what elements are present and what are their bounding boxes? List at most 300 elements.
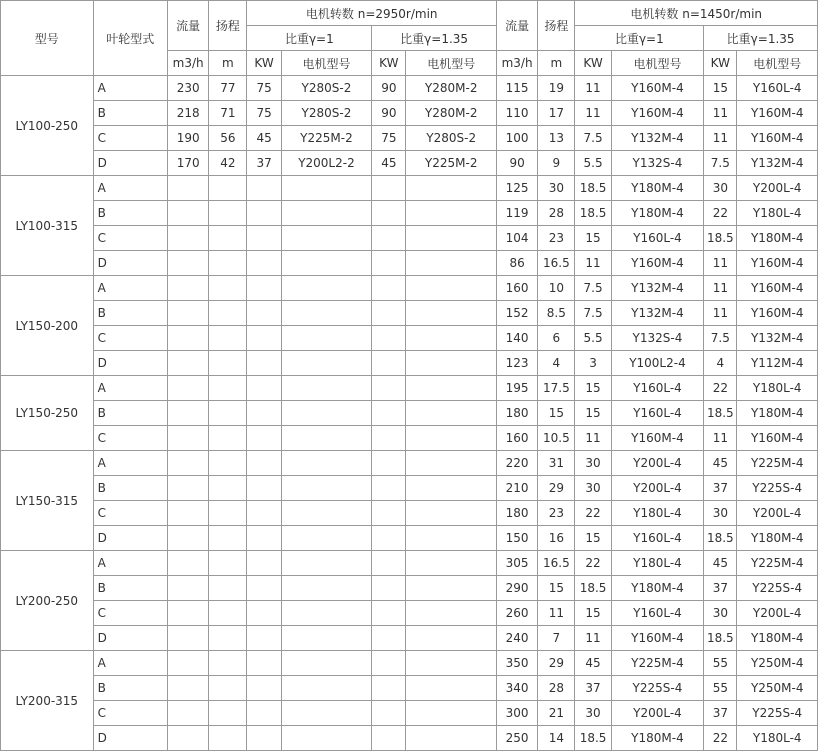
cell-head-low: 10 (538, 276, 575, 301)
table-row (1, 626, 818, 651)
table-row (1, 576, 818, 601)
cell-head-low: 29 (538, 651, 575, 676)
cell-impeller-type: D (93, 351, 167, 376)
cell-kw-low-ratio135: 55 (704, 651, 737, 676)
cell-impeller-type: D (93, 251, 167, 276)
table-row (1, 526, 818, 551)
cell-motor-low-ratio1: Y180M-4 (611, 176, 704, 201)
cell-head-high (209, 451, 247, 476)
cell-motor-high-ratio1 (281, 301, 372, 326)
model-cell: LY150-315 (1, 451, 94, 551)
table-row (1, 451, 818, 476)
cell-kw-high-ratio135 (372, 251, 406, 276)
cell-motor-high-ratio135 (406, 726, 497, 751)
cell-head-low: 13 (538, 126, 575, 151)
model-cell: LY200-250 (1, 551, 94, 651)
cell-kw-high-ratio1 (247, 551, 281, 576)
cell-motor-high-ratio1 (281, 601, 372, 626)
cell-kw-high-ratio135 (372, 501, 406, 526)
cell-kw-high-ratio1 (247, 626, 281, 651)
cell-kw-low-ratio135: 45 (704, 451, 737, 476)
cell-head-high: 56 (209, 126, 247, 151)
cell-flow-low: 160 (496, 276, 537, 301)
col-header-speed-2950: 电机转数 n=2950r/min (247, 1, 497, 26)
table-row (1, 276, 818, 301)
cell-motor-low-ratio135: Y160M-4 (737, 251, 818, 276)
cell-motor-high-ratio135 (406, 426, 497, 451)
cell-kw-low-ratio135: 30 (704, 501, 737, 526)
cell-kw-low-ratio135: 45 (704, 551, 737, 576)
cell-kw-high-ratio1 (247, 376, 281, 401)
cell-flow-high (168, 351, 209, 376)
cell-motor-high-ratio1 (281, 276, 372, 301)
cell-head-high (209, 326, 247, 351)
cell-head-high (209, 576, 247, 601)
cell-motor-high-ratio1 (281, 501, 372, 526)
cell-flow-low: 90 (496, 151, 537, 176)
cell-motor-high-ratio1 (281, 726, 372, 751)
cell-motor-high-ratio1 (281, 676, 372, 701)
cell-flow-high (168, 201, 209, 226)
cell-kw-low-ratio135: 15 (704, 76, 737, 101)
cell-kw-low-ratio135: 37 (704, 701, 737, 726)
cell-head-high (209, 701, 247, 726)
cell-motor-high-ratio1 (281, 201, 372, 226)
cell-motor-high-ratio135 (406, 376, 497, 401)
cell-kw-low-ratio1: 3 (575, 351, 611, 376)
cell-head-low: 23 (538, 501, 575, 526)
cell-kw-low-ratio135: 18.5 (704, 626, 737, 651)
cell-kw-high-ratio135 (372, 676, 406, 701)
cell-flow-low: 123 (496, 351, 537, 376)
cell-flow-high (168, 626, 209, 651)
cell-kw-low-ratio135: 30 (704, 176, 737, 201)
cell-kw-high-ratio135 (372, 376, 406, 401)
cell-motor-low-ratio1: Y160L-4 (611, 401, 704, 426)
cell-head-high (209, 626, 247, 651)
cell-flow-low: 180 (496, 501, 537, 526)
cell-flow-high (168, 676, 209, 701)
cell-kw-high-ratio135 (372, 526, 406, 551)
cell-kw-low-ratio1: 18.5 (575, 176, 611, 201)
cell-kw-low-ratio1: 22 (575, 501, 611, 526)
cell-motor-low-ratio1: Y132S-4 (611, 326, 704, 351)
cell-kw-high-ratio1: 75 (247, 101, 281, 126)
cell-kw-high-ratio1: 75 (247, 76, 281, 101)
cell-head-low: 23 (538, 226, 575, 251)
cell-impeller-type: B (93, 201, 167, 226)
cell-impeller-type: A (93, 276, 167, 301)
cell-impeller-type: C (93, 501, 167, 526)
cell-motor-low-ratio135: Y250M-4 (737, 651, 818, 676)
cell-motor-high-ratio135 (406, 476, 497, 501)
cell-head-high (209, 176, 247, 201)
unit-head-high: m (209, 51, 247, 76)
cell-head-high (209, 301, 247, 326)
cell-motor-high-ratio1 (281, 426, 372, 451)
cell-kw-high-ratio135 (372, 726, 406, 751)
model-cell: LY150-200 (1, 276, 94, 376)
table-row (1, 651, 818, 676)
cell-flow-high (168, 301, 209, 326)
cell-flow-low: 300 (496, 701, 537, 726)
cell-head-high (209, 476, 247, 501)
table-row (1, 101, 818, 126)
cell-head-high (209, 226, 247, 251)
cell-flow-high (168, 376, 209, 401)
cell-motor-low-ratio135: Y180M-4 (737, 526, 818, 551)
cell-motor-high-ratio1 (281, 451, 372, 476)
cell-flow-high: 230 (168, 76, 209, 101)
cell-flow-high (168, 451, 209, 476)
cell-kw-high-ratio135 (372, 426, 406, 451)
cell-impeller-type: D (93, 526, 167, 551)
cell-flow-low: 180 (496, 401, 537, 426)
table-row (1, 226, 818, 251)
cell-head-high (209, 601, 247, 626)
cell-head-low: 17.5 (538, 376, 575, 401)
cell-motor-low-ratio135: Y200L-4 (737, 176, 818, 201)
cell-kw-low-ratio135: 11 (704, 251, 737, 276)
table-row (1, 676, 818, 701)
cell-flow-low: 86 (496, 251, 537, 276)
cell-kw-high-ratio135 (372, 176, 406, 201)
cell-motor-high-ratio135: Y280M-2 (406, 101, 497, 126)
cell-kw-low-ratio135: 7.5 (704, 151, 737, 176)
cell-kw-high-ratio135 (372, 401, 406, 426)
cell-kw-high-ratio1: 45 (247, 126, 281, 151)
cell-motor-low-ratio1: Y180M-4 (611, 201, 704, 226)
cell-motor-low-ratio135: Y160L-4 (737, 76, 818, 101)
unit-kw-low-ratio1: KW (575, 51, 611, 76)
cell-kw-high-ratio135 (372, 576, 406, 601)
cell-impeller-type: A (93, 651, 167, 676)
cell-head-low: 16.5 (538, 251, 575, 276)
cell-kw-low-ratio135: 11 (704, 126, 737, 151)
cell-motor-high-ratio1 (281, 401, 372, 426)
cell-head-high: 77 (209, 76, 247, 101)
cell-kw-low-ratio135: 22 (704, 201, 737, 226)
cell-head-low: 28 (538, 201, 575, 226)
cell-impeller-type: A (93, 176, 167, 201)
cell-head-high: 42 (209, 151, 247, 176)
cell-motor-high-ratio135 (406, 626, 497, 651)
cell-kw-high-ratio1 (247, 701, 281, 726)
cell-motor-low-ratio135: Y160M-4 (737, 126, 818, 151)
cell-motor-high-ratio135 (406, 451, 497, 476)
cell-kw-low-ratio1: 11 (575, 76, 611, 101)
cell-motor-low-ratio1: Y132S-4 (611, 151, 704, 176)
unit-kw-low-ratio135: KW (704, 51, 737, 76)
cell-flow-high (168, 251, 209, 276)
cell-kw-low-ratio1: 15 (575, 376, 611, 401)
cell-kw-high-ratio1 (247, 726, 281, 751)
cell-flow-low: 150 (496, 526, 537, 551)
unit-kw-high-ratio1: KW (247, 51, 281, 76)
cell-kw-low-ratio135: 30 (704, 601, 737, 626)
cell-kw-low-ratio135: 22 (704, 376, 737, 401)
cell-motor-high-ratio135 (406, 326, 497, 351)
cell-kw-low-ratio1: 7.5 (575, 126, 611, 151)
cell-motor-high-ratio1 (281, 476, 372, 501)
cell-head-high: 71 (209, 101, 247, 126)
cell-flow-high (168, 426, 209, 451)
cell-motor-low-ratio1: Y132M-4 (611, 276, 704, 301)
cell-motor-low-ratio1: Y160M-4 (611, 251, 704, 276)
cell-impeller-type: C (93, 326, 167, 351)
cell-flow-high (168, 276, 209, 301)
cell-kw-high-ratio135: 75 (372, 126, 406, 151)
cell-motor-low-ratio1: Y200L-4 (611, 476, 704, 501)
cell-impeller-type: D (93, 626, 167, 651)
cell-impeller-type: A (93, 376, 167, 401)
cell-flow-high (168, 226, 209, 251)
cell-kw-low-ratio135: 11 (704, 301, 737, 326)
cell-motor-low-ratio1: Y160L-4 (611, 601, 704, 626)
cell-kw-high-ratio1 (247, 251, 281, 276)
cell-motor-high-ratio1: Y280S-2 (281, 76, 372, 101)
cell-kw-low-ratio135: 18.5 (704, 401, 737, 426)
cell-impeller-type: C (93, 226, 167, 251)
cell-motor-high-ratio1 (281, 251, 372, 276)
cell-motor-low-ratio1: Y160M-4 (611, 426, 704, 451)
col-header-ratio135-low: 比重γ=1.35 (704, 26, 818, 51)
cell-flow-low: 115 (496, 76, 537, 101)
cell-kw-low-ratio1: 5.5 (575, 326, 611, 351)
cell-head-low: 29 (538, 476, 575, 501)
col-header-ratio1-low: 比重γ=1 (575, 26, 704, 51)
cell-kw-high-ratio135 (372, 626, 406, 651)
cell-motor-high-ratio135 (406, 301, 497, 326)
cell-kw-high-ratio1 (247, 326, 281, 351)
cell-kw-low-ratio135: 37 (704, 576, 737, 601)
cell-impeller-type: C (93, 426, 167, 451)
cell-motor-high-ratio135: Y280S-2 (406, 126, 497, 151)
cell-motor-high-ratio1 (281, 701, 372, 726)
cell-head-low: 14 (538, 726, 575, 751)
cell-motor-low-ratio135: Y112M-4 (737, 351, 818, 376)
cell-kw-high-ratio1 (247, 226, 281, 251)
cell-flow-low: 152 (496, 301, 537, 326)
table-row (1, 376, 818, 401)
cell-impeller-type: C (93, 601, 167, 626)
cell-impeller-type: B (93, 676, 167, 701)
cell-impeller-type: A (93, 451, 167, 476)
cell-head-low: 8.5 (538, 301, 575, 326)
cell-motor-low-ratio1: Y180M-4 (611, 726, 704, 751)
cell-motor-high-ratio135 (406, 576, 497, 601)
cell-kw-low-ratio135: 11 (704, 276, 737, 301)
cell-motor-low-ratio1: Y160L-4 (611, 226, 704, 251)
cell-kw-low-ratio1: 15 (575, 226, 611, 251)
cell-head-low: 28 (538, 676, 575, 701)
cell-kw-high-ratio1 (247, 176, 281, 201)
cell-kw-low-ratio135: 11 (704, 426, 737, 451)
cell-head-low: 9 (538, 151, 575, 176)
cell-kw-low-ratio1: 7.5 (575, 301, 611, 326)
cell-motor-low-ratio1: Y200L-4 (611, 451, 704, 476)
cell-head-high (209, 251, 247, 276)
cell-motor-high-ratio135 (406, 601, 497, 626)
cell-impeller-type: B (93, 301, 167, 326)
cell-flow-high (168, 401, 209, 426)
cell-head-high (209, 651, 247, 676)
cell-kw-high-ratio135 (372, 701, 406, 726)
cell-kw-low-ratio1: 11 (575, 626, 611, 651)
col-header-impeller: 叶轮型式 (93, 1, 167, 76)
cell-kw-low-ratio1: 18.5 (575, 576, 611, 601)
cell-flow-high (168, 176, 209, 201)
cell-kw-low-ratio1: 22 (575, 551, 611, 576)
cell-kw-low-ratio135: 22 (704, 726, 737, 751)
cell-kw-low-ratio1: 30 (575, 476, 611, 501)
cell-kw-low-ratio1: 30 (575, 451, 611, 476)
cell-motor-high-ratio135 (406, 401, 497, 426)
cell-kw-low-ratio135: 37 (704, 476, 737, 501)
cell-kw-low-ratio135: 18.5 (704, 226, 737, 251)
cell-motor-high-ratio135 (406, 201, 497, 226)
table-row (1, 126, 818, 151)
cell-kw-low-ratio135: 18.5 (704, 526, 737, 551)
table-row (1, 401, 818, 426)
cell-kw-high-ratio1 (247, 401, 281, 426)
table-row (1, 476, 818, 501)
cell-flow-high (168, 326, 209, 351)
cell-head-high (209, 351, 247, 376)
cell-kw-high-ratio1 (247, 276, 281, 301)
cell-flow-low: 160 (496, 426, 537, 451)
col-header-head-low: 扬程 (538, 1, 575, 51)
cell-head-low: 11 (538, 601, 575, 626)
table-row (1, 701, 818, 726)
cell-kw-high-ratio135 (372, 601, 406, 626)
col-header-ratio1-high: 比重γ=1 (247, 26, 372, 51)
cell-motor-low-ratio1: Y200L-4 (611, 701, 704, 726)
cell-flow-low: 125 (496, 176, 537, 201)
cell-motor-low-ratio135: Y180L-4 (737, 726, 818, 751)
cell-motor-low-ratio1: Y160M-4 (611, 101, 704, 126)
cell-flow-high (168, 651, 209, 676)
cell-motor-high-ratio135 (406, 651, 497, 676)
cell-motor-high-ratio135: Y225M-2 (406, 151, 497, 176)
cell-kw-high-ratio1 (247, 676, 281, 701)
cell-motor-low-ratio135: Y132M-4 (737, 151, 818, 176)
cell-flow-low: 104 (496, 226, 537, 251)
table-row (1, 201, 818, 226)
col-header-ratio135-high: 比重γ=1.35 (372, 26, 497, 51)
cell-flow-low: 350 (496, 651, 537, 676)
cell-impeller-type: C (93, 126, 167, 151)
cell-impeller-type: B (93, 576, 167, 601)
cell-motor-low-ratio1: Y160L-4 (611, 376, 704, 401)
cell-motor-low-ratio135: Y160M-4 (737, 426, 818, 451)
cell-motor-high-ratio1 (281, 176, 372, 201)
table-row (1, 726, 818, 751)
cell-kw-high-ratio1 (247, 526, 281, 551)
cell-motor-high-ratio1 (281, 326, 372, 351)
model-cell: LY150-250 (1, 376, 94, 451)
cell-flow-high (168, 576, 209, 601)
cell-motor-low-ratio1: Y100L2-4 (611, 351, 704, 376)
cell-head-low: 31 (538, 451, 575, 476)
cell-motor-high-ratio135 (406, 351, 497, 376)
cell-kw-high-ratio135 (372, 551, 406, 576)
cell-flow-low: 340 (496, 676, 537, 701)
cell-flow-low: 260 (496, 601, 537, 626)
table-row (1, 176, 818, 201)
cell-motor-low-ratio135: Y180L-4 (737, 376, 818, 401)
cell-motor-high-ratio1 (281, 376, 372, 401)
table-row (1, 76, 818, 101)
cell-kw-high-ratio1 (247, 501, 281, 526)
cell-kw-high-ratio1 (247, 601, 281, 626)
cell-kw-high-ratio1: 37 (247, 151, 281, 176)
cell-head-low: 10.5 (538, 426, 575, 451)
cell-motor-high-ratio135 (406, 501, 497, 526)
cell-kw-low-ratio1: 11 (575, 426, 611, 451)
cell-head-low: 6 (538, 326, 575, 351)
cell-motor-low-ratio135: Y200L-4 (737, 501, 818, 526)
cell-motor-low-ratio1: Y225S-4 (611, 676, 704, 701)
cell-motor-high-ratio1 (281, 551, 372, 576)
cell-motor-high-ratio1 (281, 226, 372, 251)
cell-kw-high-ratio1 (247, 576, 281, 601)
cell-motor-low-ratio135: Y180M-4 (737, 626, 818, 651)
cell-motor-high-ratio135 (406, 176, 497, 201)
cell-head-high (209, 676, 247, 701)
cell-flow-high: 170 (168, 151, 209, 176)
table-row (1, 551, 818, 576)
unit-motor-high-ratio1: 电机型号 (281, 51, 372, 76)
cell-motor-low-ratio135: Y225M-4 (737, 551, 818, 576)
cell-kw-low-ratio135: 4 (704, 351, 737, 376)
cell-flow-low: 119 (496, 201, 537, 226)
cell-kw-low-ratio1: 18.5 (575, 726, 611, 751)
table-row (1, 501, 818, 526)
cell-motor-low-ratio1: Y225M-4 (611, 651, 704, 676)
cell-flow-high (168, 551, 209, 576)
cell-motor-low-ratio135: Y180L-4 (737, 201, 818, 226)
cell-flow-low: 240 (496, 626, 537, 651)
unit-motor-low-ratio135: 电机型号 (737, 51, 818, 76)
cell-head-low: 16.5 (538, 551, 575, 576)
cell-motor-low-ratio1: Y132M-4 (611, 126, 704, 151)
cell-motor-low-ratio135: Y250M-4 (737, 676, 818, 701)
cell-kw-high-ratio1 (247, 201, 281, 226)
table-row (1, 351, 818, 376)
cell-impeller-type: A (93, 551, 167, 576)
cell-head-high (209, 426, 247, 451)
cell-flow-high (168, 726, 209, 751)
cell-motor-low-ratio135: Y160M-4 (737, 276, 818, 301)
cell-head-high (209, 276, 247, 301)
cell-flow-low: 290 (496, 576, 537, 601)
col-header-flow-high: 流量 (168, 1, 209, 51)
cell-head-low: 4 (538, 351, 575, 376)
cell-kw-high-ratio135: 90 (372, 76, 406, 101)
cell-flow-high (168, 476, 209, 501)
cell-motor-high-ratio135 (406, 701, 497, 726)
cell-kw-low-ratio1: 37 (575, 676, 611, 701)
cell-motor-high-ratio1: Y280S-2 (281, 101, 372, 126)
cell-kw-high-ratio1 (247, 451, 281, 476)
cell-flow-low: 220 (496, 451, 537, 476)
table-row (1, 426, 818, 451)
table-header (1, 1, 818, 76)
col-header-speed-1450: 电机转数 n=1450r/min (575, 1, 818, 26)
cell-kw-low-ratio1: 30 (575, 701, 611, 726)
cell-impeller-type: B (93, 401, 167, 426)
